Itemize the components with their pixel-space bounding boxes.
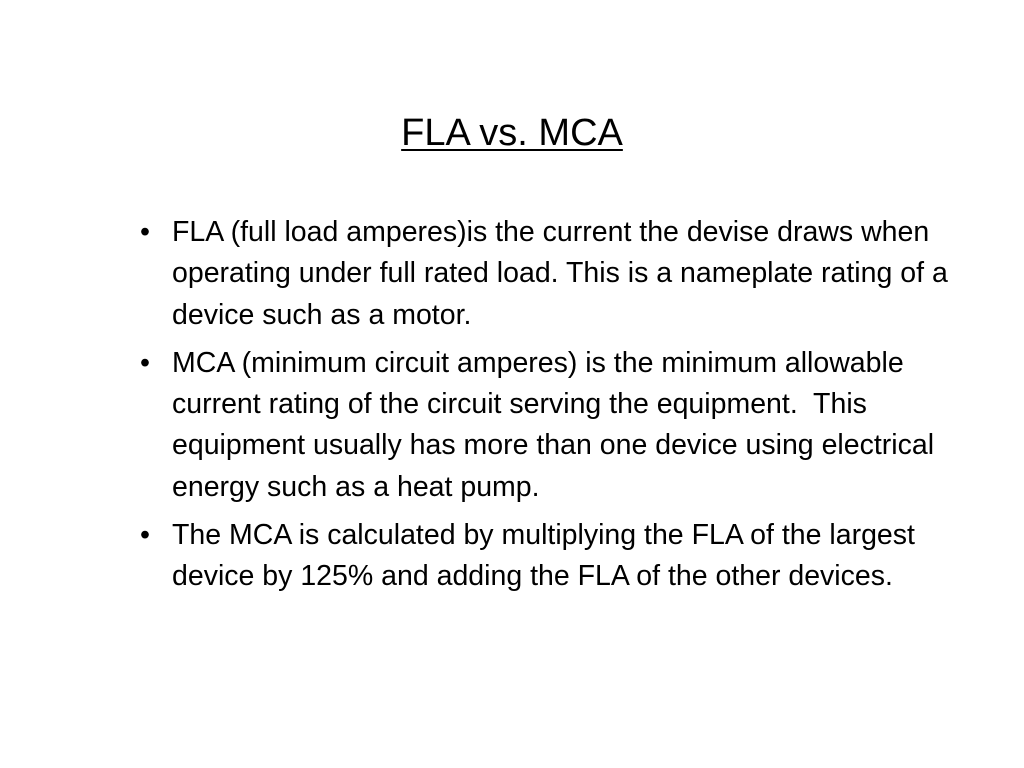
slide-title: FLA vs. MCA bbox=[401, 112, 623, 154]
bullet-icon: • bbox=[140, 519, 150, 552]
bullet-icon: • bbox=[140, 346, 150, 379]
bullet-item-fla bbox=[140, 212, 950, 336]
bullet-text: The MCA is calculated by multiplying the FLA of the largest device by 125% and adding the FLA of the other devices. bbox=[172, 519, 915, 593]
bullet-icon: • bbox=[140, 216, 150, 248]
bullet-text: FLA (full load amperes)is the current the devise draws when operating under full rated load. This is a nameplate rating of a device such as a motor. bbox=[172, 216, 948, 331]
bullet-item-calculation bbox=[140, 515, 950, 598]
bullet-item-mca bbox=[140, 343, 950, 508]
bullet-text: MCA (minimum circuit amperes) is the minimum allowable current rating of the circuit serving the equipment. This equipment usually has more than one device using electrical energy such as a heat pump. bbox=[172, 346, 942, 503]
bullet-list bbox=[140, 212, 950, 605]
